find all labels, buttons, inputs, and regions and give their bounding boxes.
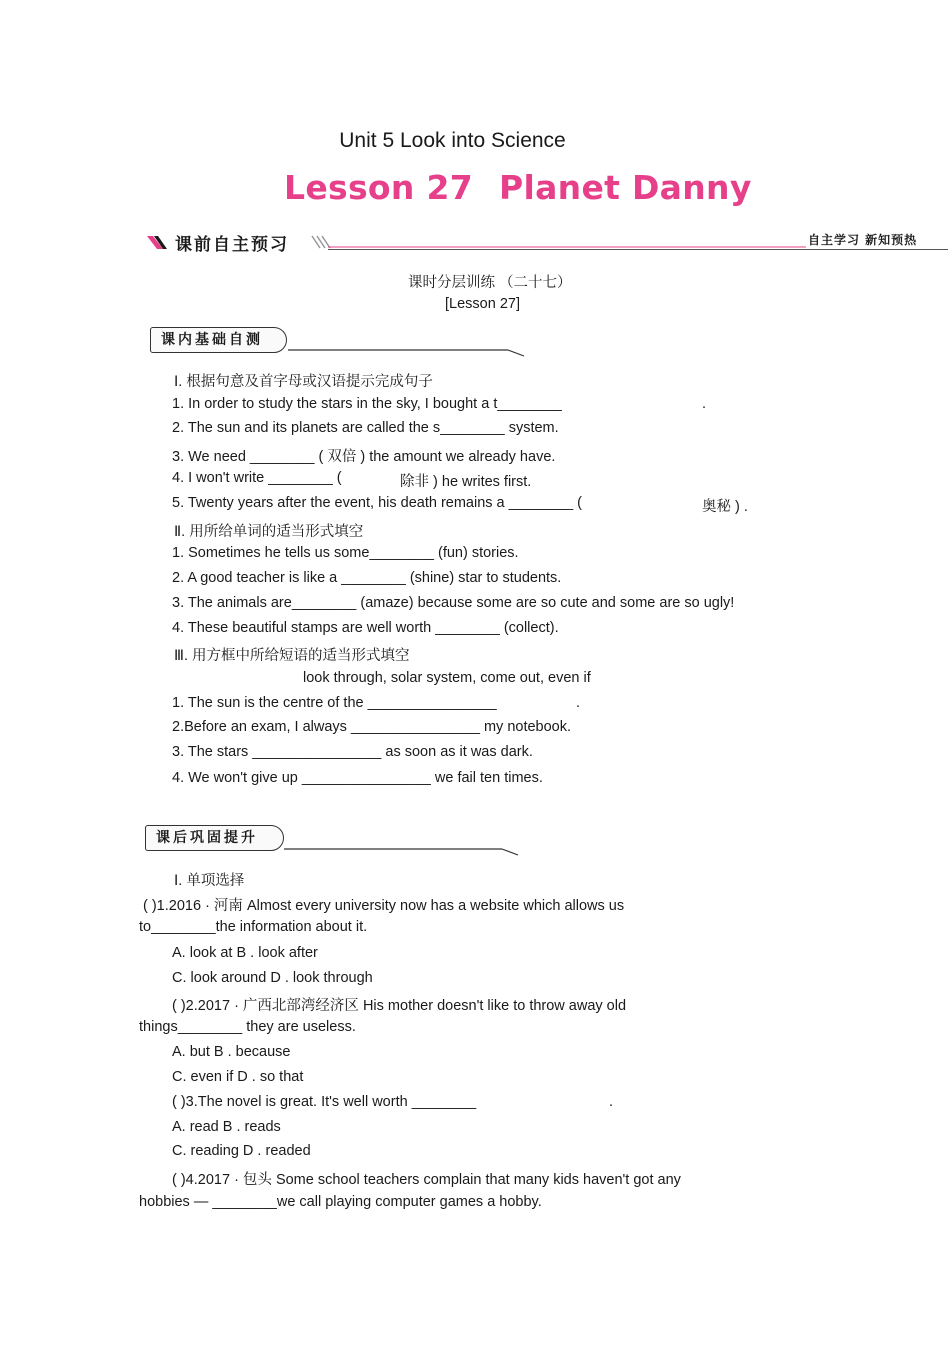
part3-item-1: 1. The sun is the centre of the ________________: [172, 695, 497, 711]
q1-line1: ( )1.2016 · 河南 Almost every university now has a website which allows us: [143, 898, 625, 914]
part2-item-3: 3. The animals are________ (amaze) because some are so cute and some are so ugly!: [172, 595, 735, 611]
q2-line2: things________ they are useless.: [139, 1019, 356, 1035]
phrase-box: look through, solar system, come out, even if: [303, 670, 591, 686]
part1-item-5-tail: 奥秘 ) .: [702, 499, 748, 515]
part1-item-1: 1. In order to study the stars in the sky, I bought a t________: [172, 396, 562, 412]
section-tab-after-class: 课后巩固提升: [145, 825, 284, 851]
part1-item-2: 2. The sun and its planets are called the s________ system.: [172, 420, 559, 436]
q1-options-ab: A. look at B . look after: [172, 945, 318, 961]
q1-options-cd: C. look around D . look through: [172, 970, 373, 986]
q3-options-cd: C. reading D . readed: [172, 1143, 311, 1159]
section-a-rule: [288, 348, 528, 358]
q1-line2: to________the information about it.: [139, 919, 368, 935]
part2-item-4: 4. These beautiful stamps are well worth ________ (collect).: [172, 620, 559, 636]
exercise-heading: 课时分层训练 （二十七）: [408, 275, 572, 291]
choice-title: Ⅰ. 单项选择: [174, 873, 245, 889]
q2-line1: ( )2.2017 · 广西北部湾经济区 His mother doesn't like to throw away old: [172, 998, 627, 1014]
part1-item-4-tail: 除非 ) he writes first.: [400, 474, 532, 490]
lesson-title: [284, 168, 752, 207]
lesson-number: Lesson 27: [284, 168, 473, 207]
q4-line2: hobbies — ________we call playing computer games a hobby.: [139, 1194, 542, 1210]
part1-item-1-tail: .: [702, 396, 707, 412]
part3-title: Ⅲ. 用方框中所给短语的适当形式填空: [174, 648, 410, 664]
part2-title: Ⅱ. 用所给单词的适当形式填空: [174, 524, 364, 540]
banner-label: 课前自主预习: [175, 235, 289, 255]
part3-item-1-tail: .: [576, 695, 581, 711]
banner-slash-icon: [145, 232, 173, 252]
part3-item-4: 4. We won't give up ________________ we fail ten times.: [172, 770, 543, 786]
part3-item-2: 2.Before an exam, I always ________________ my notebook.: [172, 719, 572, 735]
section-tab-in-class: 课内基础自测: [150, 327, 287, 353]
q2-options-ab: A. but B . because: [172, 1044, 291, 1060]
part1-item-3: 3. We need ________ ( 双倍 ) the amount we already have.: [172, 449, 556, 465]
banner-right-label: 自主学习 新知预热: [808, 233, 918, 247]
q2-options-cd: C. even if D . so that: [172, 1069, 304, 1085]
exercise-subheading: [Lesson 27]: [445, 296, 520, 312]
part1-title: Ⅰ. 根据句意及首字母或汉语提示完成句子: [174, 374, 433, 390]
q4-line1: ( )4.2017 · 包头 Some school teachers complain that many kids haven't got any: [172, 1172, 681, 1188]
q3-line1: ( )3.The novel is great. It's well worth ________: [172, 1094, 477, 1110]
part2-item-2: 2. A good teacher is like a ________ (shine) star to students.: [172, 570, 562, 586]
section-b-rule: [284, 847, 524, 857]
part1-item-5: 5. Twenty years after the event, his death remains a ________ (: [172, 495, 583, 511]
q3-options-ab: A. read B . reads: [172, 1119, 281, 1135]
lesson-name: Planet Danny: [498, 168, 752, 207]
part3-item-3: 3. The stars ________________ as soon as it was dark.: [172, 744, 533, 760]
part2-item-1: 1. Sometimes he tells us some________ (fun) stories.: [172, 545, 519, 561]
part1-item-4: 4. I won't write ________ (: [172, 470, 342, 486]
unit-title: Unit 5 Look into Science: [339, 129, 566, 152]
q3-tail: .: [609, 1094, 614, 1110]
